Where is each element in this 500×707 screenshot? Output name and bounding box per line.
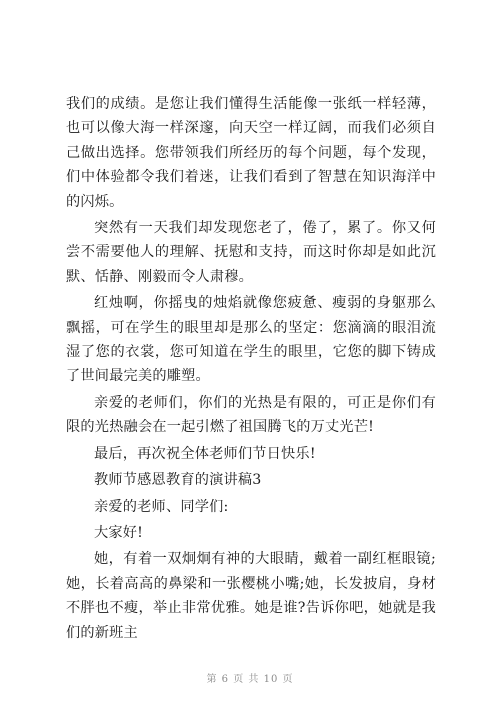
greeting: 大家好! (94, 524, 144, 541)
paragraph-2: 突然有一天我们却发现您老了，倦了，累了。你又何尝不需要他人的理解、抚慰和支持，而这时你却是如此沉默、恬静、刚毅而令人肃穆。 (66, 220, 436, 285)
paragraph-1: 我们的成绩。是您让我们懂得生活能像一张纸一样轻薄，也可以像大海一样深邃，向天空一样辽阔，而我们必须自己做出选择。您带领我们所经历的每个问题，每个发现，们中体验都令我们着迷，让我们看到了智慧在知识海洋中的闪烁。 (66, 96, 436, 210)
paragraph-5: 最后，再次祝全体老师们节日快乐! (94, 445, 316, 462)
paragraph-3: 红烛啊，你摇曳的烛焰就像您疲惫、瘦弱的身躯那么飘摇，可在学生的眼里却是那么的坚定：您滴滴的眼泪流湿了您的衣裳，您可知道在学生的眼里，它您的脚下铸成了世间最完美的雕塑。 (66, 295, 436, 385)
body-text (66, 92, 436, 647)
salutation: 亲爱的老师、同学们: (94, 498, 229, 515)
speech-heading: 教师节感恩教育的演讲稿3 (94, 472, 262, 489)
paragraph-4: 亲爱的老师们，你们的光热是有限的，可正是你们有限的光热融会在一起引燃了祖国腾飞的万丈光芒! (66, 394, 436, 436)
paragraph-9: 她，有着一双炯炯有神的大眼睛，戴着一副红框眼镜;她，长着高高的鼻梁和一张樱桃小嘴;她，长发披肩，身材不胖也不瘦，举止非常优雅。她是谁?告诉你吧，她就是我们的新班主 (66, 551, 436, 641)
page-number-footer: 第 6 页 共 10 页 (206, 674, 294, 685)
